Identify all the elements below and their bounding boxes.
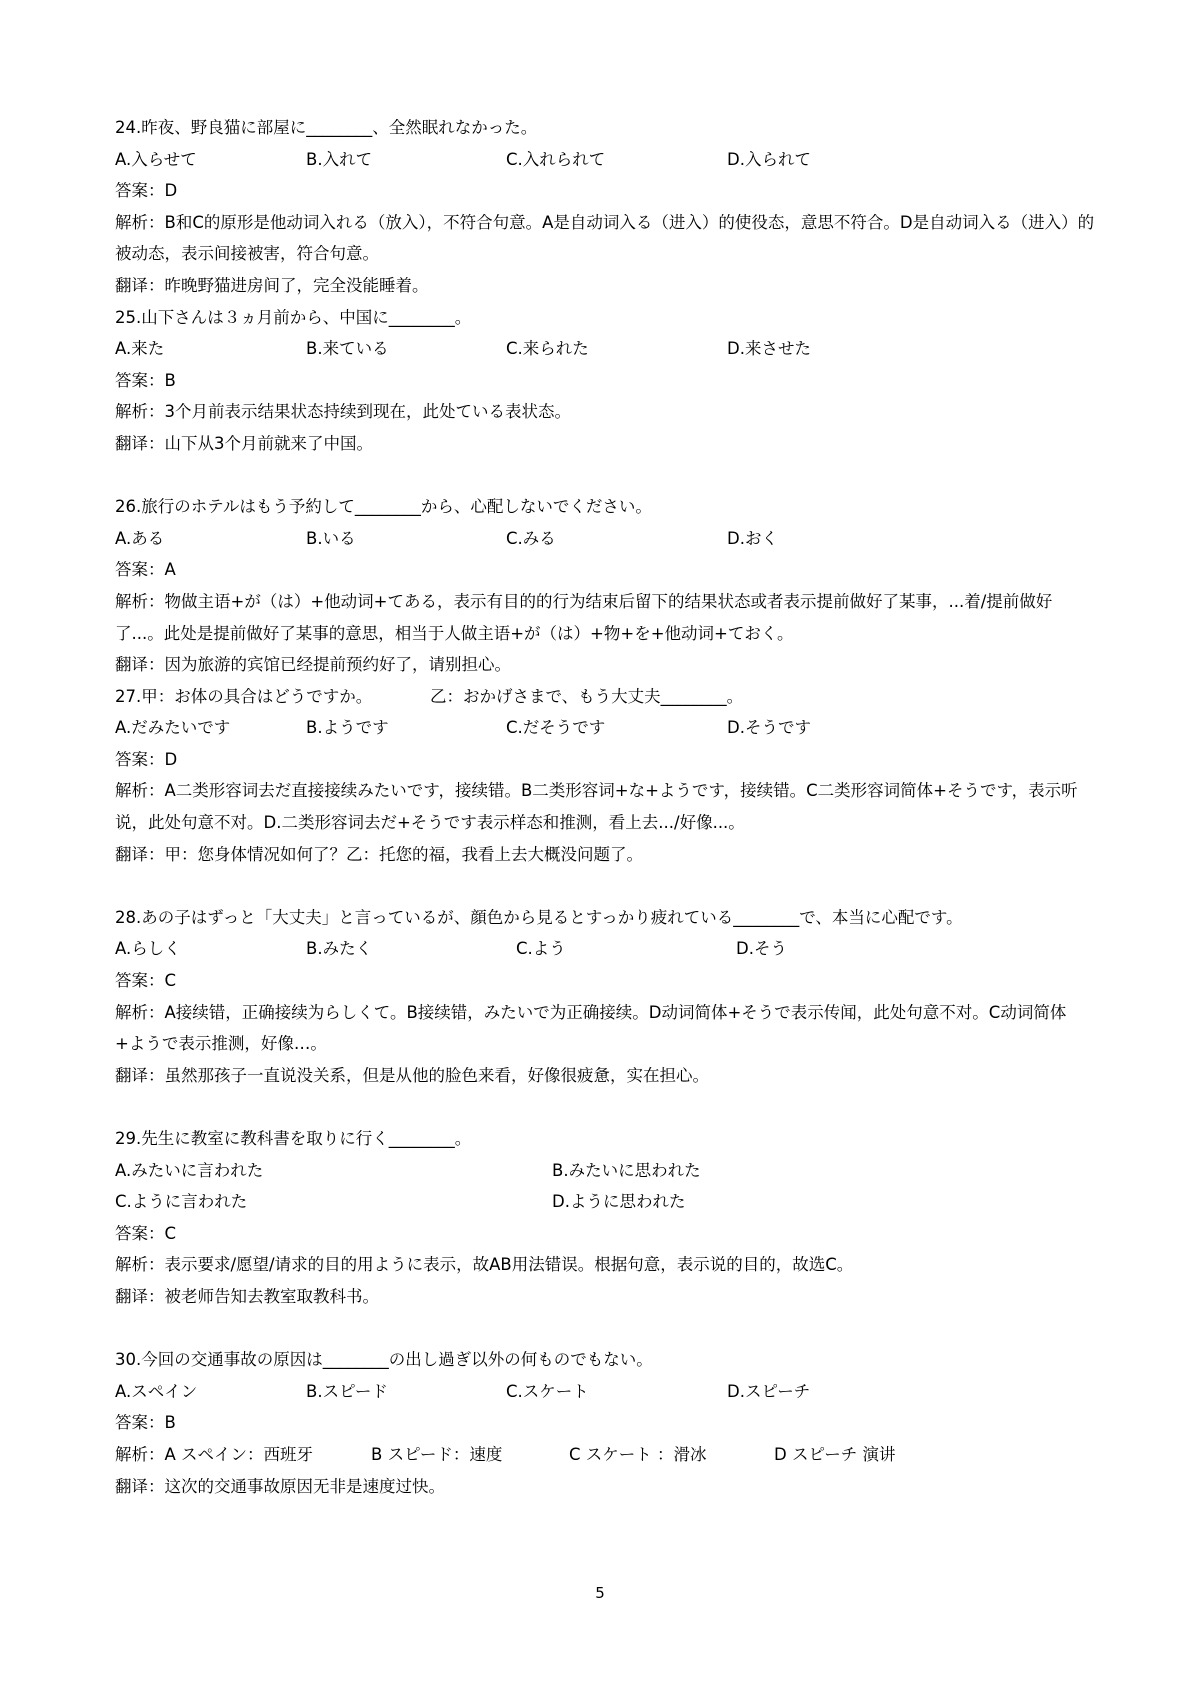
option-c: C.スケート xyxy=(506,1381,589,1401)
option-b: B.入れて xyxy=(306,149,373,169)
question-28-analysis: 解析：A接续错，正确接续为らしくて。B接续错，みたいで为正确接续。D动词简体+そうで表示传闻，此处句意不对。C动词简体+ようで表示推测，好像…。 xyxy=(115,1002,1067,1054)
question-27-translation: 翻译：甲：您身体情况如何了？乙：托您的福，我看上去大概没问题了。 xyxy=(115,844,643,864)
option-b: B.みたく xyxy=(306,939,373,959)
question-30-analysis xyxy=(115,1439,1095,1471)
option-c: C.来られた xyxy=(506,339,589,359)
question-25-translation: 翻译：山下从3个月前就来了中国。 xyxy=(115,433,373,453)
option-d: D.ように思われた xyxy=(552,1192,686,1212)
option-b: B.来ている xyxy=(306,339,389,359)
question-30-stem: 30.今回の交通事故の原因は________の出し過ぎ以外の何ものでもない。 xyxy=(115,1350,653,1370)
option-a: A.スペイン xyxy=(115,1381,198,1401)
option-b: B.いる xyxy=(306,528,356,548)
option-c: C.だそうです xyxy=(506,718,606,738)
question-25-analysis: 解析：3个月前表示结果状态持续到现在，此处ている表状态。 xyxy=(115,402,571,422)
analysis-part-c: C スケート ：滑冰 xyxy=(569,1444,707,1464)
question-26-stem: 26.旅行のホテルはもう予約して________から、心配しないでください。 xyxy=(115,497,652,517)
option-b: B.みたいに思われた xyxy=(552,1160,701,1180)
question-24-stem: 24.昨夜、野良猫に部屋に________、全然眠れなかった。 xyxy=(115,118,538,137)
question-25-stem: 25.山下さんは３ヵ月前から、中国に________。 xyxy=(115,307,472,327)
question-26-options xyxy=(115,523,1095,555)
option-a: A.入らせて xyxy=(115,149,197,169)
option-d: D.おく xyxy=(727,528,778,548)
option-c: C.みる xyxy=(506,528,556,548)
question-29-stem: 29.先生に教室に教科書を取りに行く________。 xyxy=(115,1129,472,1148)
option-d: D.スピーチ xyxy=(727,1381,811,1401)
question-29-options-row1 xyxy=(115,1155,1095,1187)
option-d: D.そう xyxy=(736,939,787,959)
option-d: D.入られて xyxy=(727,149,811,169)
option-b: B.スピード xyxy=(306,1381,388,1401)
spacer xyxy=(115,1313,1095,1345)
spacer xyxy=(115,1091,1095,1123)
question-29-options-row2 xyxy=(115,1186,1095,1218)
question-29-answer: 答案：C xyxy=(115,1223,177,1243)
page-number: 5 xyxy=(595,1584,605,1602)
question-26-answer: 答案：A xyxy=(115,560,176,580)
question-27-options xyxy=(115,712,1095,744)
option-c: C.よう xyxy=(516,939,566,959)
option-c: C.ように言われた xyxy=(115,1192,248,1212)
question-25-answer: 答案：B xyxy=(115,370,176,390)
option-d: D.そうです xyxy=(727,718,811,738)
question-28-stem: 28.あの子はずっと「大丈夫」と言っているが、顔色から見るとすっかり疲れている________で、本当に心配です。 xyxy=(115,907,963,927)
question-27-answer: 答案：D xyxy=(115,749,178,769)
option-b: B.ようです xyxy=(306,718,389,738)
option-d: D.来させた xyxy=(727,339,811,359)
question-28-translation: 翻译：虽然那孩子一直说没关系，但是从他的脸色来看，好像很疲惫，实在担心。 xyxy=(115,1065,709,1085)
analysis-part-d: D スピーチ 演讲 xyxy=(774,1444,896,1464)
question-26-analysis: 解析：物做主语+が（は）+他动词+てある，表示有目的的行为结束后留下的结果状态或者表示提前做好了某事，...着/提前做好了...。此处是提前做好了某事的意思，相当于人做主语+が（は）+物+を+他动词+ておく。 xyxy=(115,591,1053,643)
option-a: A.みたいに言われた xyxy=(115,1160,264,1180)
analysis-part-a: 解析：A スペイン：西班牙 xyxy=(115,1444,314,1464)
question-29-analysis: 解析：表示要求/愿望/请求的目的用ように表示，故AB用法错误。根据句意，表示说的目的，故选C。 xyxy=(115,1255,854,1275)
spacer xyxy=(115,870,1095,902)
question-24-options xyxy=(115,144,1095,176)
option-a: A.来た xyxy=(115,339,165,359)
question-26-translation: 翻译：因为旅游的宾馆已经提前预约好了，请别担心。 xyxy=(115,655,511,675)
question-24-translation: 翻译：昨晚野猫进房间了，完全没能睡着。 xyxy=(115,275,429,295)
document-page xyxy=(115,112,1095,1502)
analysis-part-b: B スピード：速度 xyxy=(371,1444,503,1464)
question-24-analysis: 解析：B和C的原形是他动词入れる（放入），不符合句意。A是自动词入る（进入）的使役态，意思不符合。D是自动词入る（进入）的被动态，表示间接被害，符合句意。 xyxy=(115,212,1095,264)
question-24-answer: 答案：D xyxy=(115,181,178,201)
question-30-options xyxy=(115,1376,1095,1408)
question-25-options xyxy=(115,333,1095,365)
question-30-translation: 翻译：这次的交通事故原因无非是速度过快。 xyxy=(115,1476,445,1496)
option-a: A.だみたいです xyxy=(115,718,231,738)
spacer xyxy=(115,460,1095,492)
option-c: C.入れられて xyxy=(506,149,606,169)
question-30-answer: 答案：B xyxy=(115,1413,176,1433)
option-a: A.ある xyxy=(115,528,165,548)
question-28-answer: 答案：C xyxy=(115,971,177,991)
question-27-stem: 27.甲：お体の具合はどうですか。 乙：おかげさまで、もう大丈夫________。 xyxy=(115,686,744,706)
option-a: A.らしく xyxy=(115,939,181,959)
question-29-translation: 翻译：被老师告知去教室取教科书。 xyxy=(115,1286,379,1306)
question-27-analysis: 解析：A二类形容词去だ直接接续みたいです，接续错。B二类形容词+な+ようです，接续错。C二类形容词简体+そうです，表示听说，此处句意不对。D.二类形容词去だ+そうです表示样态和推测，看上去.../好像...。 xyxy=(115,781,1078,833)
question-28-options xyxy=(115,933,1095,965)
